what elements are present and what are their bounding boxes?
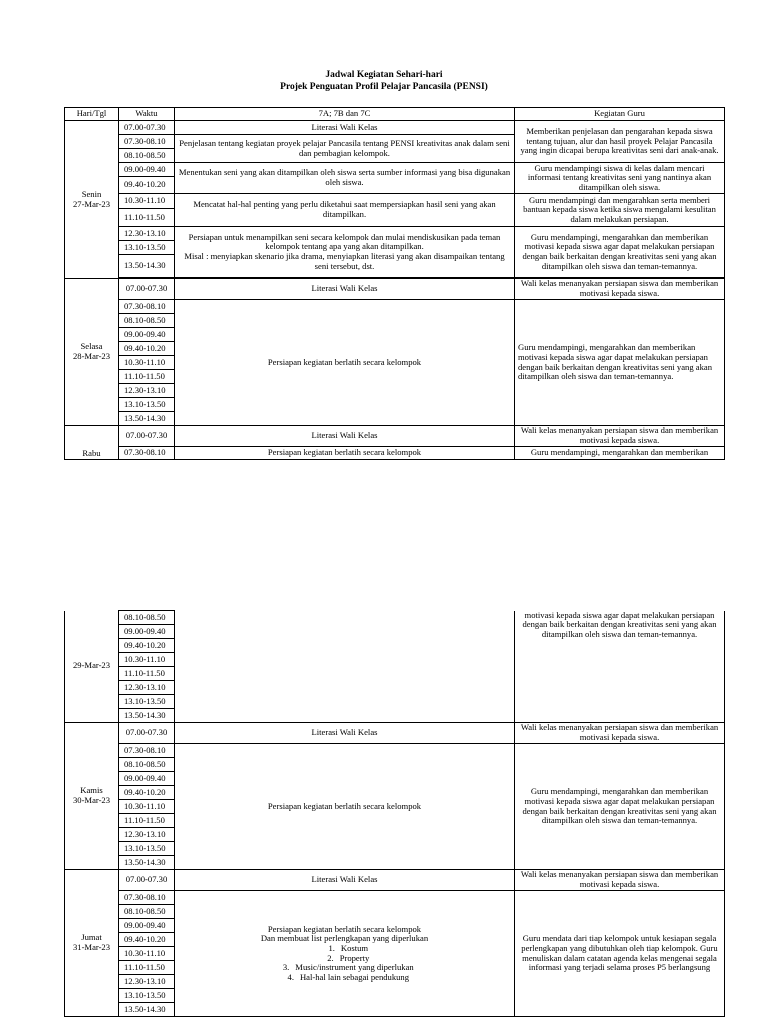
time-slot: 07.00-07.30 — [119, 723, 175, 744]
table-row — [65, 121, 725, 135]
table-header-row — [65, 108, 725, 121]
document-subtitle: Projek Penguatan Profil Pelajar Pancasila (PENSI) — [280, 82, 488, 92]
time-slot: 12.30-13.10 — [119, 681, 175, 695]
teacher-activity: Guru mendampingi dan mengarahkan serta memberi bantuan kepada siswa ketika siswa mengalami kesulitan dalam melakukan persiapan. — [515, 194, 725, 227]
day-cell-senin — [65, 121, 119, 279]
class-activity — [175, 891, 515, 1017]
teacher-activity: Guru mendampingi, mengarahkan dan memberikan motivasi kepada siswa agar dapat melakukan persiapan dengan baik berkaitan dengan kreativitas seni yang akan ditampilkan oleh siswa dan teman-temannya. — [515, 300, 725, 426]
time-slot: 12.30-13.10 — [119, 227, 175, 241]
time-slot: 11.10-11.50 — [119, 209, 175, 227]
time-slot: 13.10-13.50 — [119, 989, 175, 1003]
time-slot: 12.30-13.10 — [119, 828, 175, 842]
time-slot: 09.40-10.20 — [119, 177, 175, 194]
class-activity: Persiapan kegiatan berlatih secara kelompok — [175, 300, 515, 426]
class-activity-example: Misal : menyiapkan skenario jika drama, menyiapkan literasi yang akan disampaikan tentang seni tersebut, dst. — [184, 251, 505, 271]
class-activity: Literasi Wali Kelas — [175, 870, 515, 891]
time-slot: 11.10-11.50 — [119, 370, 175, 384]
table-row — [65, 279, 725, 300]
list-item: 2. Property — [327, 952, 370, 963]
time-slot: 09.00-09.40 — [119, 328, 175, 342]
day-cell-rabu: Rabu — [65, 426, 119, 460]
teacher-activity: Wali kelas menanyakan persiapan siswa dan memberikan motivasi kepada siswa. — [515, 870, 725, 891]
list-item: 4. Hal-hal lain sebagai pendukung — [287, 971, 410, 982]
header-time: Waktu — [119, 108, 175, 121]
time-slot: 09.00-09.40 — [119, 919, 175, 933]
time-slot: 07.00-07.30 — [119, 279, 175, 300]
list-item: 1. Kostum — [328, 942, 369, 953]
day-date: 28-Mar-23 — [72, 351, 111, 361]
teacher-activity: Guru mendata dari tiap kelompok untuk kesiapan segala perlengkapan yang dibutuhkan oleh tiap kelompok. Guru menuliskan dalam catatan agenda kelas mengenai segala informasi yang terjadi selama proses P5 berlangsung — [515, 891, 725, 1017]
time-slot: 09.40-10.20 — [119, 342, 175, 356]
time-slot: 07.30-08.10 — [119, 447, 175, 460]
table-row — [65, 300, 725, 314]
day-date: 30-Mar-23 — [72, 795, 111, 805]
class-activity: Literasi Wali Kelas — [175, 426, 515, 447]
time-slot: 09.00-09.40 — [119, 772, 175, 786]
schedule-table-page-1 — [64, 107, 725, 460]
time-slot: 13.10-13.50 — [119, 842, 175, 856]
time-slot: 07.00-07.30 — [119, 426, 175, 447]
time-slot: 07.30-08.10 — [119, 135, 175, 149]
class-activity-continued — [175, 611, 515, 723]
time-slot: 13.10-13.50 — [119, 241, 175, 255]
teacher-activity: Guru mendampingi, mengarahkan dan memberikan motivasi kepada siswa agar dapat melakukan persiapan dengan baik berkaitan dengan kreativitas seni yang akan ditampilkan oleh siswa dan teman-temannya. — [515, 227, 725, 278]
class-activity: Persiapan kegiatan berlatih secara kelompok — [175, 744, 515, 870]
time-slot: 13.10-13.50 — [119, 695, 175, 709]
table-row — [65, 426, 725, 447]
header-day: Hari/Tgl — [65, 108, 119, 121]
class-activity: Mencatat hal-hal penting yang perlu diketahui saat mempersiapkan hasil seni yang akan ditampilkan. — [175, 194, 515, 227]
time-slot: 10.30-11.10 — [119, 653, 175, 667]
time-slot: 10.30-11.10 — [119, 947, 175, 961]
table-row — [65, 611, 725, 625]
header-class: 7A; 7B dan 7C — [175, 108, 515, 121]
time-slot: 07.30-08.10 — [119, 744, 175, 758]
class-activity: Literasi Wali Kelas — [175, 723, 515, 744]
table-row — [65, 227, 725, 241]
time-slot: 08.10-08.50 — [119, 314, 175, 328]
day-cell-selasa — [65, 279, 119, 426]
time-slot: 13.50-14.30 — [119, 255, 175, 278]
class-activity: Menentukan seni yang akan ditampilkan oleh siswa serta sumber informasi yang bisa digunakan oleh siswa. — [175, 163, 515, 194]
time-slot: 07.00-07.30 — [119, 870, 175, 891]
teacher-activity: Memberikan penjelasan dan pengarahan kepada siswa tentang tujuan, alur dan hasil proyek Pelajar Pancasila yang ingin dicapai berupa kreativitas seni dari anak-anak. — [515, 121, 725, 163]
day-name: Kamis — [80, 785, 103, 796]
schedule-table-page-2 — [64, 610, 725, 1017]
day-cell-rabu-date: 29-Mar-23 — [65, 611, 119, 723]
class-activity-text: Persiapan untuk menampilkan seni secara kelompok dan mulai mendiskusikan pada teman kelompok tentang apa yang akan ditampilkan. — [188, 231, 501, 252]
time-slot: 08.10-08.50 — [119, 611, 175, 625]
table-row — [65, 723, 725, 744]
time-slot: 12.30-13.10 — [119, 384, 175, 398]
table-row — [65, 891, 725, 905]
time-slot: 07.30-08.10 — [119, 300, 175, 314]
day-date: 31-Mar-23 — [72, 942, 111, 952]
time-slot: 10.30-11.10 — [119, 356, 175, 370]
day-date: 27-Mar-23 — [72, 198, 111, 209]
time-slot: 11.10-11.50 — [119, 961, 175, 975]
time-slot: 08.10-08.50 — [119, 905, 175, 919]
list-item: 3. Music/instrument yang diperlukan — [282, 962, 414, 973]
class-activity-text: Dan membuat list perlengkapan yang diperlukan — [260, 933, 429, 944]
class-activity: Persiapan kegiatan berlatih secara kelompok — [175, 447, 515, 460]
teacher-activity: Wali kelas menanyakan persiapan siswa dan memberikan motivasi kepada siswa. — [515, 279, 725, 300]
class-activity-text: Persiapan kegiatan berlatih secara kelompok — [267, 923, 422, 934]
class-activity — [175, 227, 515, 278]
teacher-activity: motivasi kepada siswa agar dapat melakukan persiapan dengan baik berkaitan dengan kreativitas seni yang akan ditampilkan oleh siswa dan teman-temannya. — [515, 611, 725, 723]
time-slot: 09.00-09.40 — [119, 163, 175, 177]
teacher-activity: Guru mendampingi siswa di kelas dalam mencari informasi tentang kreativitas seni yang nantinya akan ditampilkan oleh siswa. — [515, 163, 725, 194]
time-slot: 13.50-14.30 — [119, 1003, 175, 1017]
header-teacher: Kegiatan Guru — [515, 108, 725, 121]
document-title: Jadwal Kegiatan Sehari-hari — [325, 70, 443, 80]
day-name: Selasa — [80, 341, 103, 352]
time-slot: 10.30-11.10 — [119, 800, 175, 814]
teacher-activity: Wali kelas menanyakan persiapan siswa dan memberikan motivasi kepada siswa. — [515, 426, 725, 447]
table-row — [65, 744, 725, 758]
time-slot: 13.50-14.30 — [119, 856, 175, 870]
day-cell-kamis — [65, 723, 119, 870]
time-slot: 09.40-10.20 — [119, 639, 175, 653]
time-slot: 10.30-11.10 — [119, 194, 175, 209]
day-name: Jumat — [81, 932, 102, 943]
class-activity: Penjelasan tentang kegiatan proyek pelajar Pancasila tentang PENSI kreativitas anak dalam seni dan pembagian kelompok. — [175, 135, 515, 163]
day-name: Senin — [81, 188, 102, 199]
time-slot: 11.10-11.50 — [119, 814, 175, 828]
table-row — [65, 870, 725, 891]
equipment-list — [178, 944, 511, 982]
time-slot: 12.30-13.10 — [119, 975, 175, 989]
table-row — [65, 194, 725, 209]
time-slot: 13.10-13.50 — [119, 398, 175, 412]
time-slot: 07.00-07.30 — [119, 121, 175, 135]
time-slot: 13.50-14.30 — [119, 412, 175, 426]
table-row — [65, 163, 725, 177]
table-row — [65, 447, 725, 460]
teacher-activity: Guru mendampingi, mengarahkan dan memberikan motivasi kepada siswa agar dapat melakukan persiapan dengan baik berkaitan dengan kreativitas seni yang akan ditampilkan oleh siswa dan teman-temannya. — [515, 744, 725, 870]
class-activity: Literasi Wali Kelas — [175, 279, 515, 300]
time-slot: 08.10-08.50 — [119, 149, 175, 163]
teacher-activity: Guru mendampingi, mengarahkan dan memberikan — [515, 447, 725, 460]
time-slot: 09.40-10.20 — [119, 786, 175, 800]
time-slot: 13.50-14.30 — [119, 709, 175, 723]
time-slot: 09.00-09.40 — [119, 625, 175, 639]
day-cell-jumat — [65, 870, 119, 1017]
time-slot: 09.40-10.20 — [119, 933, 175, 947]
time-slot: 07.30-08.10 — [119, 891, 175, 905]
class-activity: Literasi Wali Kelas — [175, 121, 515, 135]
time-slot: 08.10-08.50 — [119, 758, 175, 772]
teacher-activity: Wali kelas menanyakan persiapan siswa dan memberikan motivasi kepada siswa. — [515, 723, 725, 744]
time-slot: 11.10-11.50 — [119, 667, 175, 681]
